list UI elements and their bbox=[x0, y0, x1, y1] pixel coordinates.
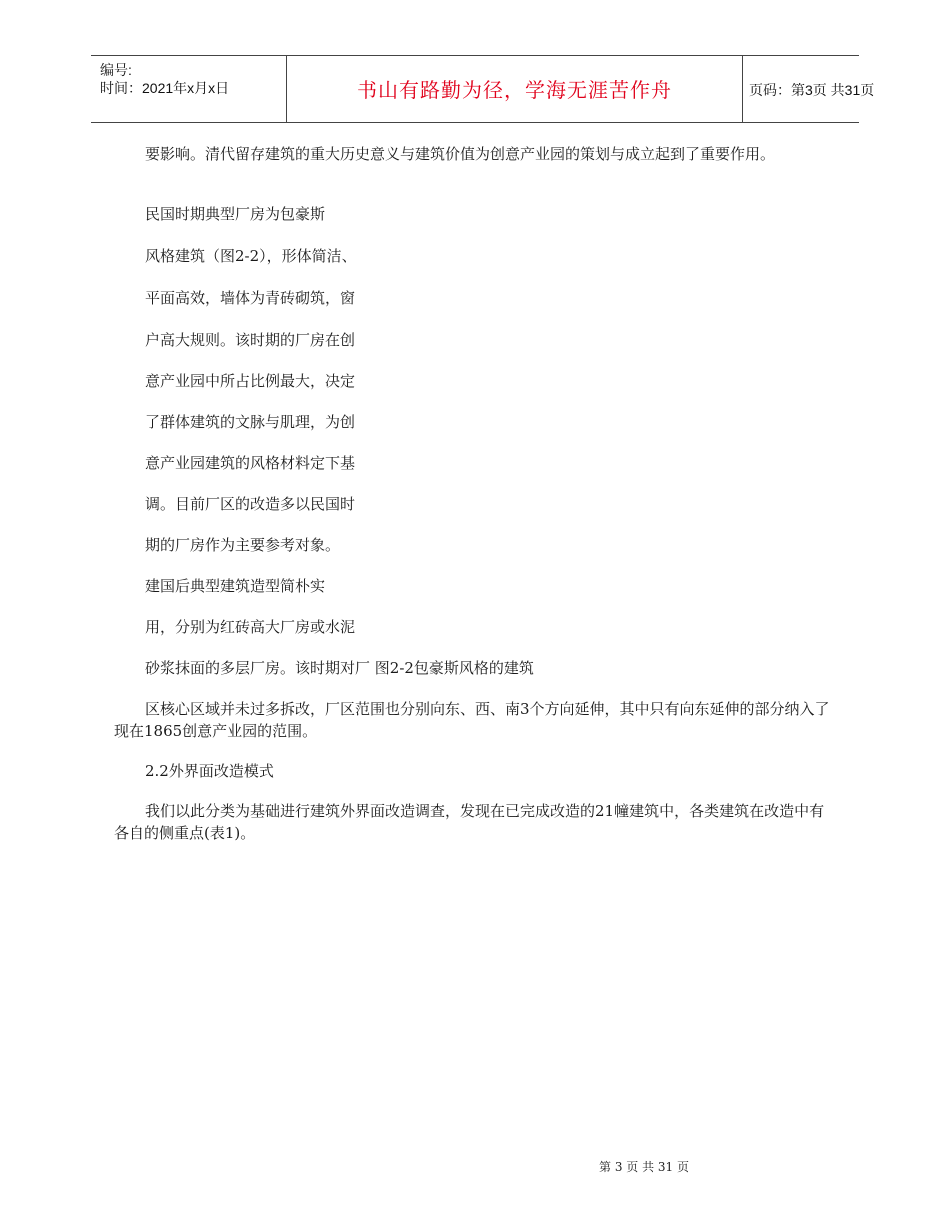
time-label: 时间：2021年x月x日 bbox=[100, 80, 230, 96]
header-left-cell bbox=[91, 56, 286, 122]
text-line: 了群体建筑的文脉与肌理，为创 bbox=[145, 413, 356, 431]
text-line: 用，分别为红砖高大厂房或水泥 bbox=[145, 618, 356, 636]
paragraph-1: 要影响。清代留存建筑的重大历史意义与建筑价值为创意产业园的策划与成立起到了重要作用。 bbox=[145, 145, 776, 163]
paragraph-3: 我们以此分类为基础进行建筑外界面改造调查，发现在已完成改造的21幢建筑中，各类建筑在改造中有各自的侧重点(表1)。 bbox=[114, 802, 825, 842]
text-line: 平面高效，墙体为青砖砌筑，窗 bbox=[145, 289, 356, 307]
page-info: 页码：第3页 共31页 bbox=[749, 82, 875, 98]
text-line: 建国后典型建筑造型简朴实 bbox=[145, 577, 326, 595]
text-line: 民国时期典型厂房为包豪斯 bbox=[145, 205, 326, 223]
page-header bbox=[91, 55, 875, 123]
page-footer: 第 3 页 共 31 页 bbox=[599, 1160, 689, 1174]
text-line: 风格建筑（图2-2），形体简洁、 bbox=[145, 247, 357, 265]
number-label: 编号: bbox=[100, 62, 132, 78]
motto-text: 书山有路勤为径，学海无涯苦作舟 bbox=[357, 78, 672, 102]
paragraph-2: 区核心区域并未过多拆改，厂区范围也分别向东、西、南3个方向延伸，其中只有向东延伸的部分纳入了现在1865创意产业园的范围。 bbox=[114, 700, 830, 740]
header-motto-cell bbox=[286, 56, 743, 122]
text-line: 户高大规则。该时期的厂房在创 bbox=[145, 331, 356, 349]
section-heading: 2.2外界面改造模式 bbox=[145, 762, 274, 780]
text-line: 意产业园建筑的风格材料定下基 bbox=[145, 454, 356, 472]
text-line: 意产业园中所占比例最大，决定 bbox=[145, 372, 356, 390]
text-line: 期的厂房作为主要参考对象。 bbox=[145, 536, 341, 554]
text-line: 调。目前厂区的改造多以民国时 bbox=[145, 495, 356, 513]
header-right-cell bbox=[742, 56, 875, 122]
text-line-with-figure-caption: 砂浆抹面的多层厂房。该时期对厂 图2-2包豪斯风格的建筑 bbox=[145, 659, 534, 677]
